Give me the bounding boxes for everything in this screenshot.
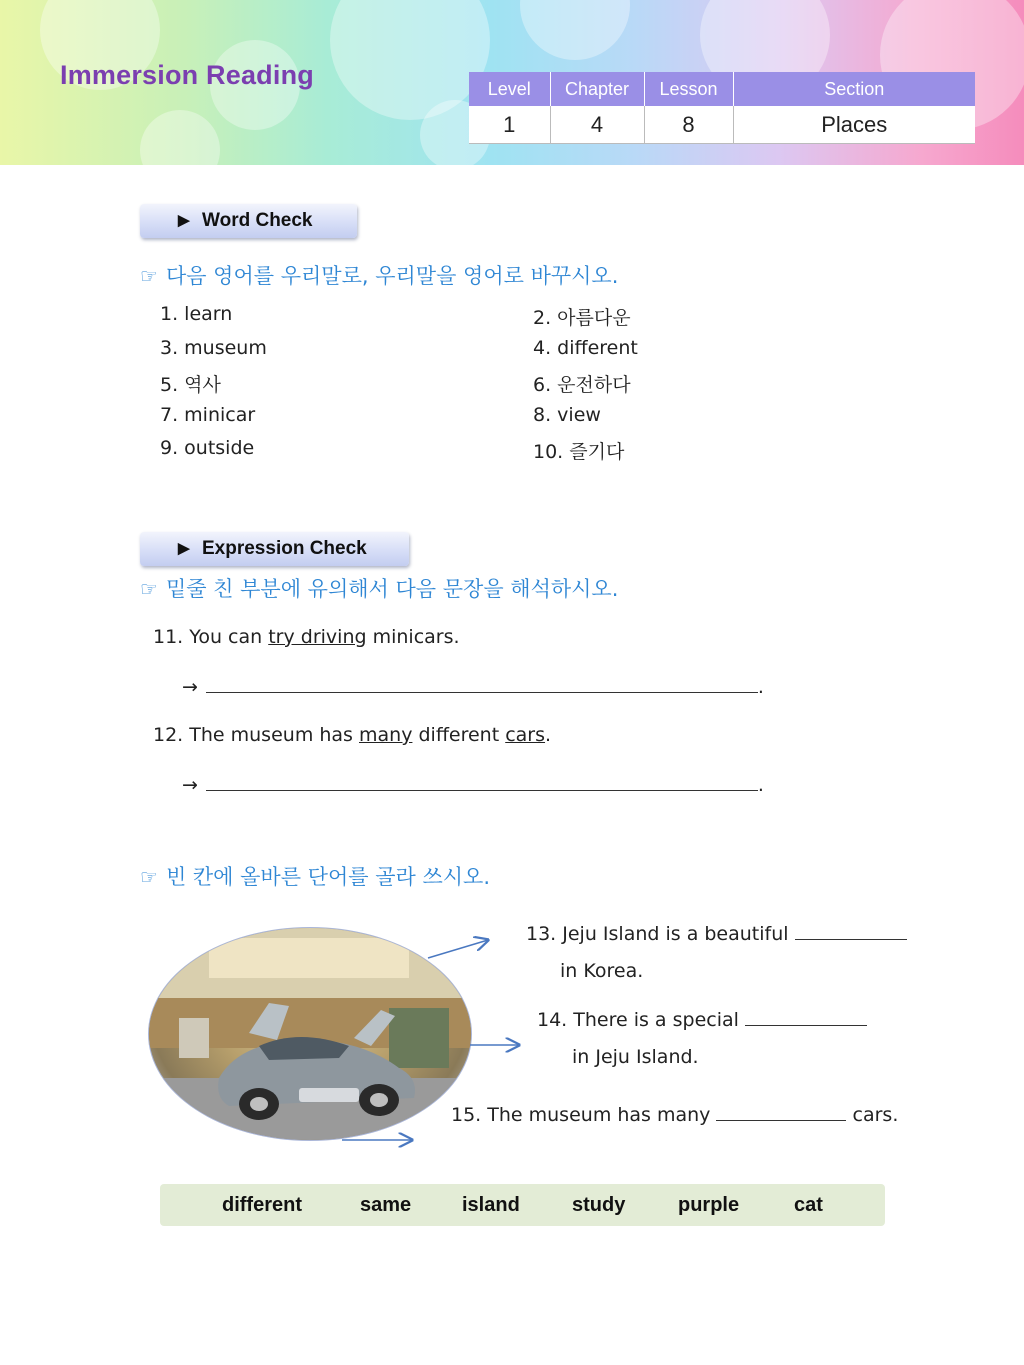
right-arrow-icon: →	[182, 676, 198, 698]
word-item-7: 7. minicar	[160, 404, 256, 426]
play-triangle-icon: ▶	[178, 540, 190, 557]
header-level: Level	[469, 72, 550, 106]
pointing-hand-icon: ☞	[140, 865, 158, 889]
expression-check-instruction: ☞ 밑줄 친 부분에 유의해서 다음 문장을 해석하시오.	[140, 577, 619, 601]
underlined-word: cars	[505, 724, 546, 746]
fill-blank-instruction: ☞ 빈 칸에 올바른 단어를 골라 쓰시오.	[140, 865, 490, 889]
answer-line-11[interactable]: → .	[182, 676, 764, 698]
word-item-8: 8. view	[533, 404, 601, 426]
header-lesson: Lesson	[644, 72, 733, 106]
word-bank-item[interactable]: same	[360, 1193, 412, 1216]
word-check-label: Word Check	[202, 210, 313, 231]
answer-line-12[interactable]: → .	[182, 774, 764, 796]
word-bank-item[interactable]: island	[462, 1193, 520, 1216]
word-bank-item[interactable]: cat	[794, 1193, 823, 1216]
right-arrow-icon: →	[182, 774, 198, 796]
word-item-2: 2. 아름다운	[533, 307, 631, 329]
expression-check-label: Expression Check	[202, 538, 367, 559]
value-level: 1	[469, 106, 550, 143]
arrow-to-q13	[428, 940, 488, 958]
underlined-word: many	[359, 724, 413, 746]
brand-title: Immersion Reading	[60, 60, 314, 90]
question-13: 13. Jeju Island is a beautiful	[526, 923, 907, 945]
value-chapter: 4	[550, 106, 644, 143]
question-14-cont: in Jeju Island.	[572, 1046, 699, 1068]
header-section: Section	[733, 72, 975, 106]
word-item-6: 6. 운전하다	[533, 374, 631, 396]
word-item-3: 3. museum	[160, 337, 267, 359]
value-lesson: 8	[644, 106, 733, 143]
value-section: Places	[733, 106, 975, 143]
word-bank	[160, 1184, 885, 1226]
pointing-hand-icon: ☞	[140, 264, 158, 288]
underlined-phrase: try driving	[268, 626, 367, 648]
play-triangle-icon: ▶	[178, 212, 190, 229]
word-bank-item[interactable]: different	[222, 1193, 302, 1216]
blank-15[interactable]	[716, 1106, 846, 1121]
blank-14[interactable]	[745, 1011, 867, 1026]
header-chapter: Chapter	[550, 72, 644, 106]
word-check-instruction: ☞ 다음 영어를 우리말로, 우리말을 영어로 바꾸시오.	[140, 264, 619, 288]
pointing-hand-icon: ☞	[140, 577, 158, 601]
word-bank-item[interactable]: study	[572, 1193, 626, 1216]
word-item-1: 1. learn	[160, 303, 233, 325]
question-11: 11. You can try driving minicars.	[153, 626, 460, 648]
question-13-cont: in Korea.	[560, 960, 644, 982]
blank-13[interactable]	[795, 925, 907, 940]
word-item-4: 4. different	[533, 337, 638, 359]
question-14: 14. There is a special	[537, 1009, 867, 1031]
word-item-5: 5. 역사	[160, 374, 221, 396]
question-12: 12. The museum has many different cars.	[153, 724, 552, 746]
question-15: 15. The museum has many cars.	[451, 1104, 899, 1126]
word-item-10: 10. 즐기다	[533, 441, 625, 463]
word-bank-item[interactable]: purple	[678, 1193, 740, 1216]
word-item-9: 9. outside	[160, 437, 255, 459]
